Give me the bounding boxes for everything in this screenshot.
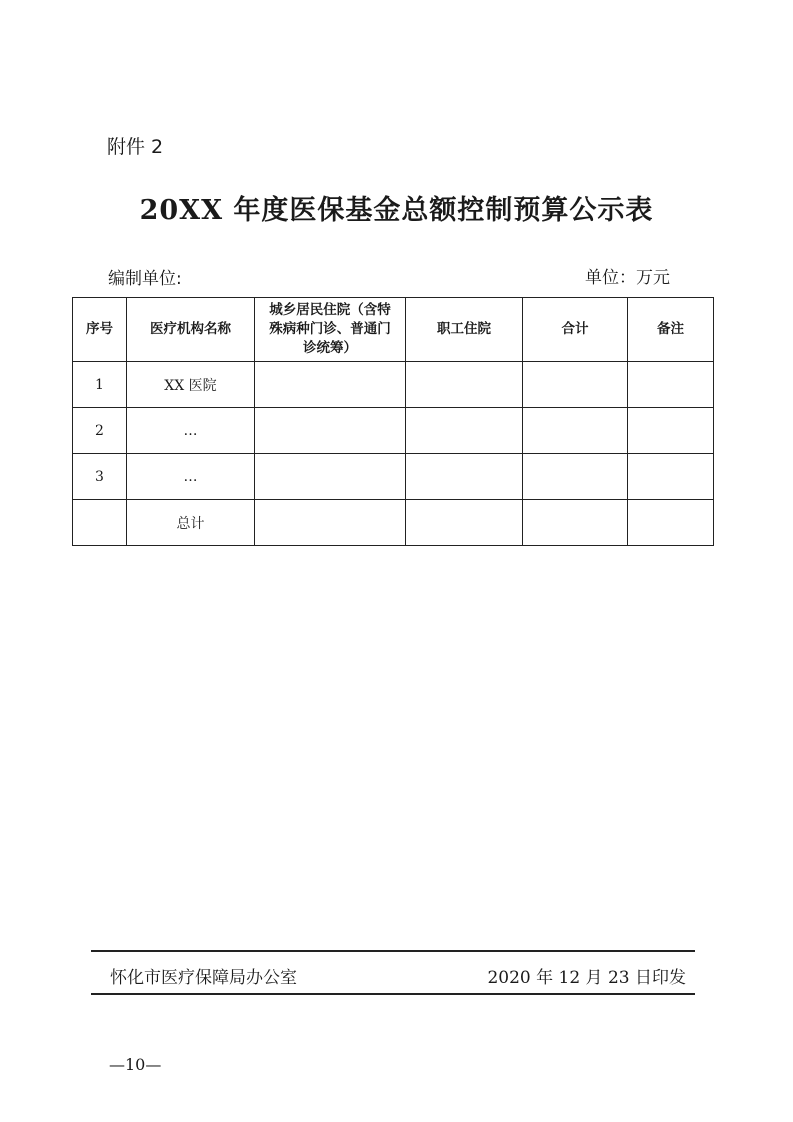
cell-total <box>523 408 628 454</box>
cell-employee <box>406 362 523 408</box>
cell-index: 2 <box>73 408 127 454</box>
cell-institution: … <box>127 454 255 500</box>
issuer: 怀化市医疗保障局办公室 <box>110 968 297 988</box>
col-header-employee-inpatient: 职工住院 <box>406 298 523 362</box>
issue-date: 2020 年 12 月 23 日印发 <box>487 968 686 988</box>
table-header-row <box>73 298 714 362</box>
footer-divider-top <box>91 950 695 952</box>
cell-resident <box>255 408 406 454</box>
cell-institution: … <box>127 408 255 454</box>
cell-total <box>523 362 628 408</box>
compiler-label: 编制单位: <box>108 269 182 289</box>
cell-resident <box>255 454 406 500</box>
budget-table <box>72 297 714 546</box>
cell-resident <box>255 362 406 408</box>
cell-employee <box>406 500 523 546</box>
cell-institution: 总计 <box>127 500 255 546</box>
cell-index: 3 <box>73 454 127 500</box>
cell-index: 1 <box>73 362 127 408</box>
table-row <box>73 454 714 500</box>
col-header-institution: 医疗机构名称 <box>127 298 255 362</box>
cell-total <box>523 454 628 500</box>
footer-divider-bottom <box>91 993 695 995</box>
cell-institution: XX 医院 <box>127 362 255 408</box>
col-header-remarks: 备注 <box>628 298 714 362</box>
cell-remarks <box>628 362 714 408</box>
col-header-resident-inpatient: 城乡居民住院（含特殊病种门诊、普通门诊统筹） <box>255 298 406 362</box>
cell-remarks <box>628 500 714 546</box>
cell-remarks <box>628 408 714 454</box>
col-header-index: 序号 <box>73 298 127 362</box>
attachment-label: 附件 2 <box>107 136 164 158</box>
cell-employee <box>406 408 523 454</box>
cell-index <box>73 500 127 546</box>
table-row-total <box>73 500 714 546</box>
page-number: —10— <box>109 1055 162 1074</box>
cell-total <box>523 500 628 546</box>
cell-remarks <box>628 454 714 500</box>
table-row <box>73 362 714 408</box>
unit-label: 单位：万元 <box>585 268 670 288</box>
cell-employee <box>406 454 523 500</box>
col-header-total: 合计 <box>523 298 628 362</box>
table-row <box>73 408 714 454</box>
cell-resident <box>255 500 406 546</box>
page-title: 20XX 年度医保基金总额控制预算公示表 <box>139 195 654 226</box>
